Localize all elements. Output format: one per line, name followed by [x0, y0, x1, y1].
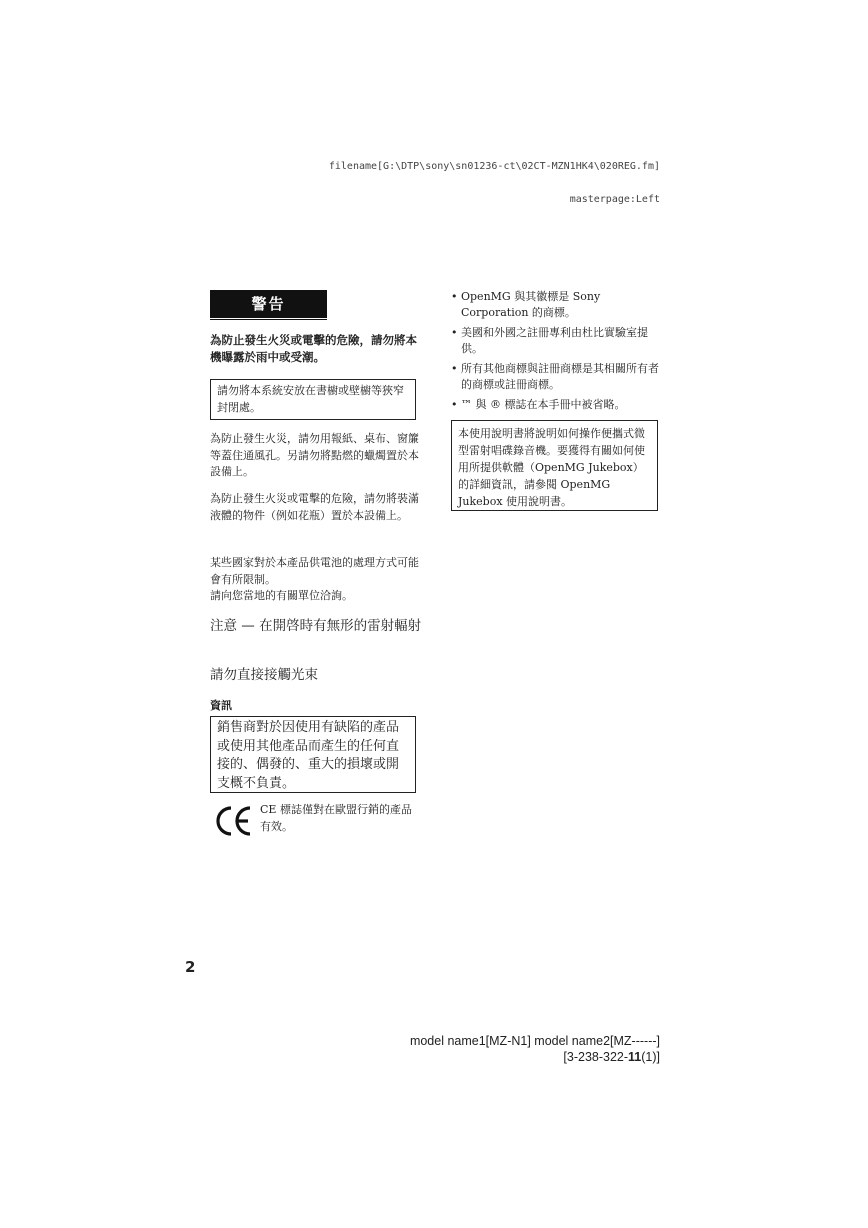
part-number-prefix: [3-238-322-	[563, 1050, 629, 1064]
list-item	[451, 325, 663, 357]
filename-label: filename[G:\DTP\sony\sn01236-ct\02CT-MZN1HK4\020REG.fm]	[328, 161, 660, 172]
manual-note-text: 本使用說明書將說明如何操作便攜式微型雷射唱碟錄音機。要獲得有關如何使用所提供軟體（OpenMG Jukebox）的詳細資訊，請參閱 OpenMG Jukebox 使用說明書。	[458, 427, 645, 508]
list-item-text: 美國和外國之註冊專利由杜比實驗室提供。	[461, 326, 648, 355]
model-name-line: model name1[MZ-N1] model name2[MZ------]	[409, 1034, 660, 1048]
list-item	[451, 397, 663, 413]
page-number: 2	[185, 958, 196, 976]
info-heading: 資訊	[210, 699, 232, 712]
ce-mark-icon	[213, 804, 253, 838]
battery-paragraph-line1: 某些國家對於本產品供電池的處理方式可能會有所限制。	[210, 556, 419, 586]
ventilation-paragraph: 為防止發生火災，請勿用報紙、桌布、窗簾等蓋住通風孔。另請勿將點燃的蠟燭置於本設備上。	[210, 432, 419, 478]
bullet-icon: •	[451, 362, 458, 375]
bullet-icon: •	[451, 326, 458, 339]
manual-note-box	[451, 420, 658, 511]
part-number-bold: 11	[628, 1050, 642, 1064]
liability-notice-text: 銷售商對於因使用有缺陷的產品或使用其他產品而產生的任何直接的、偶發的、重大的損壞或開支概不負責。	[217, 720, 400, 791]
trademark-list	[451, 289, 663, 417]
battery-paragraph-line2: 請向您當地的有關單位洽詢。	[210, 589, 353, 602]
battery-paragraph	[210, 555, 420, 605]
part-number-line	[563, 1050, 660, 1064]
part-number-suffix: (1)]	[641, 1050, 660, 1064]
cabinet-notice-box	[210, 379, 416, 420]
laser-beam-warning: 請勿直接接觸光束	[210, 667, 318, 683]
bullet-icon: •	[451, 398, 458, 411]
laser-caution: 注意 — 在開啓時有無形的雷射輻射	[210, 618, 422, 634]
list-item-text: ™ 與 ® 標誌在本手冊中被省略。	[461, 398, 626, 411]
liquid-paragraph: 為防止發生火災或電擊的危險，請勿將裝滿液體的物件（例如花瓶）置於本設備上。	[210, 492, 419, 522]
list-item-text: 所有其他商標與註冊商標是其相關所有者的商標或註冊商標。	[461, 362, 659, 391]
bullet-icon: •	[451, 290, 458, 303]
cabinet-notice-text: 請勿將本系統安放在書櫥或壁櫥等狹窄封閉處。	[217, 384, 404, 414]
masterpage-label: masterpage:Left	[569, 194, 660, 205]
list-item	[451, 361, 663, 393]
liability-notice-box	[210, 716, 416, 793]
warning-title: 警告	[210, 290, 327, 318]
list-item-text: OpenMG 與其徽標是 Sony Corporation 的商標。	[461, 290, 601, 319]
fire-warning: 為防止發生火災或電擊的危險，請勿將本機曝露於雨中或受潮。	[210, 333, 417, 364]
ce-note: CE 標誌僅對在歐盟行銷的產品有效。	[260, 803, 412, 833]
list-item	[451, 289, 663, 321]
